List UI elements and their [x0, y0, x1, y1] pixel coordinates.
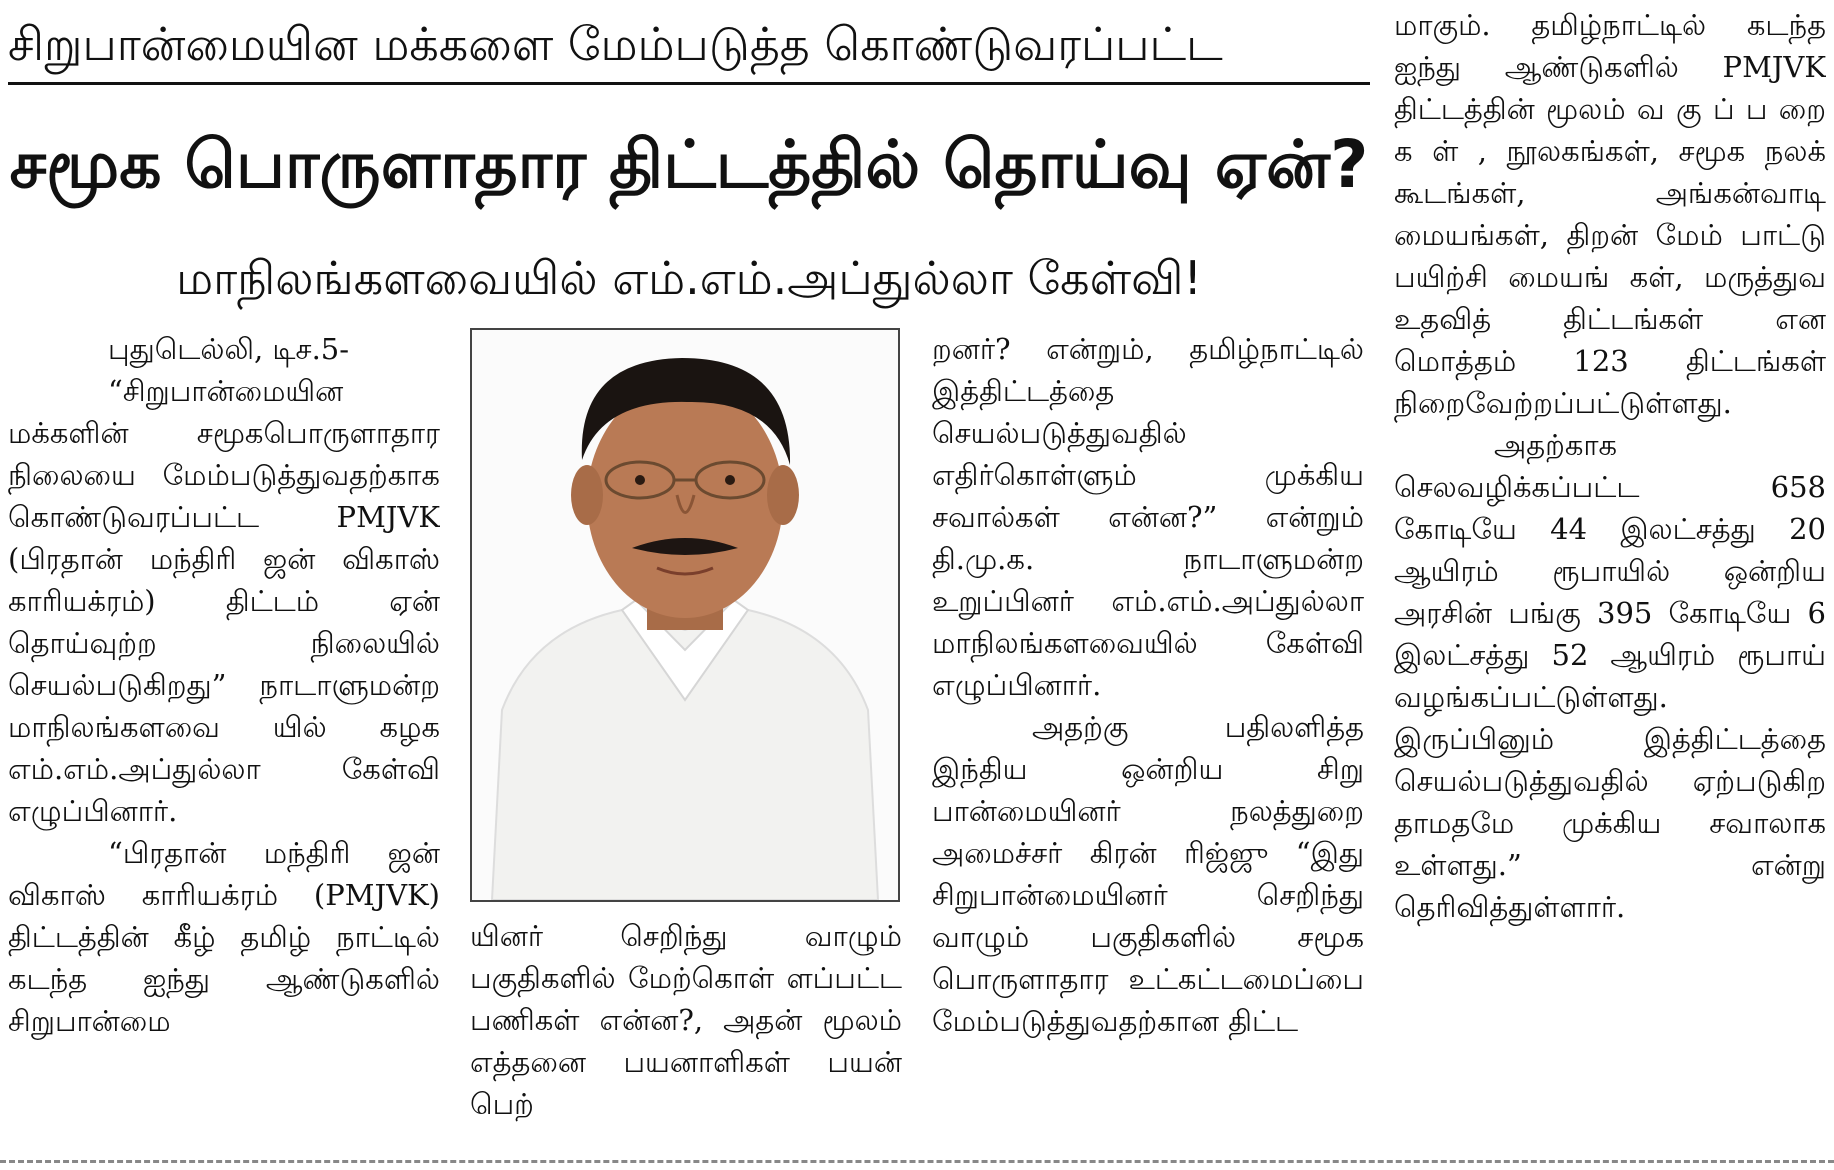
- dateline: புதுடெல்லி, டிச.5-: [108, 332, 350, 366]
- subheadline: மாநிலங்களவையில் எம்.எம்.அப்துல்லா கேள்வி!: [176, 251, 1202, 305]
- article-column-1: [8, 328, 440, 1148]
- article-paragraph: யினர் செறிந்து வாழும் பகுதிகளில் மேற்கொள் ளப்பட்ட பணிகள் என்ன?, அதன் மூலம் எத்தனை பயனாளிகள் பயன் பெற்: [470, 919, 902, 1121]
- article-paragraph: றனர்? என்றும், தமிழ்நாட்டில் இத்திட்டத்தை செயல்படுத்துவதில் எதிர்கொள்ளும் முக்கிய சவால்கள் என்ன?” என்றும் தி.மு.க. நாடாளுமன்ற உறுப்பினர் எம்.எம்.அப்துல்லா மாநிலங்களவையில் கேள்வி எழுப்பினார்.: [932, 332, 1364, 702]
- article-paragraph: “சிறுபான்மையின மக்களின் சமூகபொருளாதார நிலையை மேம்படுத்துவதற்காக கொண்டுவரப்பட்ட PMJVK (பிரதான் மந்திரி ஜன் விகாஸ் காரியக்ரம்) திட்டம் ஏன் தொய்வுற்ற நிலையில் செயல்படுகிறது” நாடாளுமன்ற மாநிலங்களவை யில் கழக எம்.எம்.அப்துல்லா கேள்வி எழுப்பினார்.: [8, 374, 440, 828]
- article-column-3: [932, 328, 1364, 1148]
- footer-dashed-rule: [0, 1160, 1834, 1163]
- article-column-2: [470, 915, 902, 1150]
- kicker-line: சிறுபான்மையின மக்களை மேம்படுத்த கொண்டுவரப்பட்ட: [8, 17, 1223, 71]
- article-column-4: [1394, 4, 1826, 1148]
- portrait-illustration: [472, 330, 898, 900]
- article-paragraph: “பிரதான் மந்திரி ஜன் விகாஸ் காரியக்ரம் (PMJVK) திட்டத்தின் கீழ் தமிழ் நாட்டில் கடந்த ஐந்து ஆண்டுகளில் சிறுபான்மை: [8, 836, 440, 1038]
- article-paragraph: அதற்கு பதிலளித்த இந்திய ஒன்றிய சிறு பான்மையினர் நலத்துறை அமைச்சர் கிரன் ரிஜ்ஜு “இது சிறுபான்மையினர் செறிந்து வாழும் பகுதிகளில் சமூக பொருளாதார உட்கட்டமைப்பை மேம்படுத்துவதற்கான திட்ட: [932, 710, 1364, 1038]
- article-paragraph: மாகும். தமிழ்நாட்டில் கடந்த ஐந்து ஆண்டுகளில் PMJVK திட்டத்தின் மூலம் வ கு ப் ப றை க ள் , நூலகங்கள், சமூக நலக் கூடங்கள், அங்கன்வாடி மையங்கள், திறன் மேம் பாட்டு பயிற்சி மையங் கள், மருத்துவ உதவித் திட்டங்கள் என மொத்தம் 123 திட்டங்கள் நிறைவேற்றப்பட்டுள்ளது.: [1394, 8, 1826, 420]
- headline: சமூக பொருளாதார திட்டத்தில் தொய்வு ஏன்?: [9, 126, 1369, 203]
- article-paragraph: அதற்காக செலவழிக்கப்பட்ட 658 கோடியே 44 இலட்சத்து 20 ஆயிரம் ரூபாயில் ஒன்றிய அரசின் பங்கு 395 கோடியே 6 இலட்சத்து 52 ஆயிரம் ரூபாய் வழங்கப்பட்டுள்ளது. இருப்பினும் இத்திட்டத்தை செயல்படுத்துவதில் ஏற்படுகிற தாமதமே முக்கிய சவாலாக உள்ளது.” என்று தெரிவித்துள்ளார்.: [1394, 428, 1826, 924]
- portrait-photo: [470, 328, 900, 902]
- kicker-rule: [8, 82, 1370, 85]
